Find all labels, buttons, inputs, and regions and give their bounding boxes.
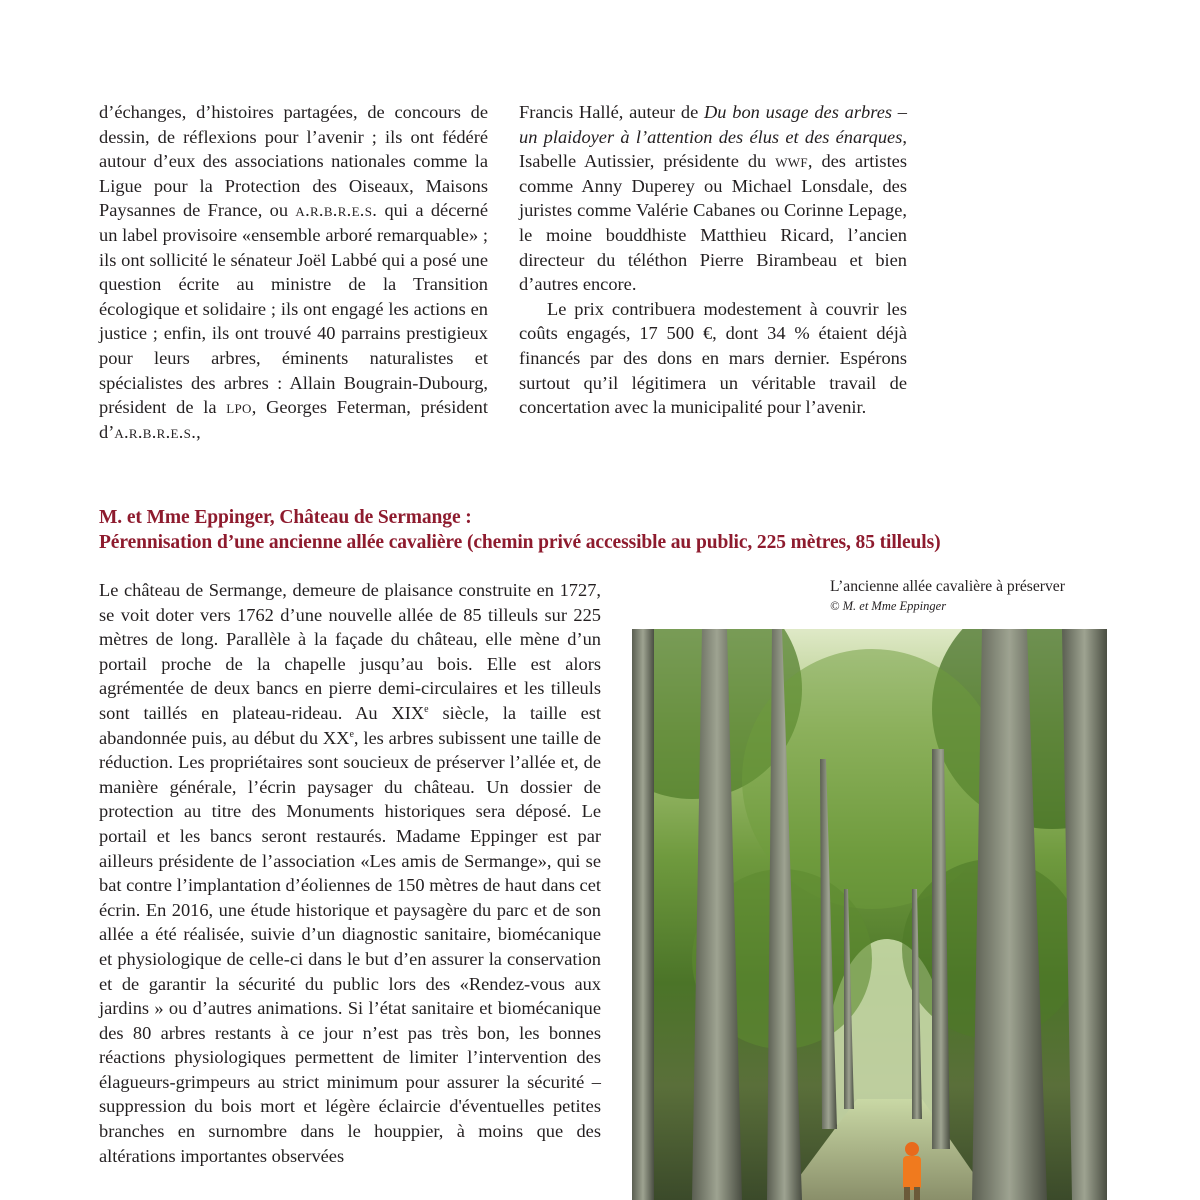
arbres-acronym: a.r.b.r.e.s. bbox=[114, 421, 197, 442]
photo-credit: © M. et Mme Eppinger bbox=[830, 599, 947, 613]
lpo-acronym: lpo bbox=[226, 397, 252, 418]
section-heading-line-1: M. et Mme Eppinger, Château de Sermange : bbox=[99, 507, 472, 528]
alley-photo bbox=[632, 629, 1107, 1200]
right-paragraph-1: Francis Hallé, auteur de Du bon usage des arbres – un plaidoyer à l’attention des élus et des énarques, Isabelle Autissier, présidente du wwf, des artistes comme Anny Duperey ou Michael Lonsdale, des juristes comme Valérie Cabanes ou Corinne Lepage, le moine bouddhiste Matthieu Ricard, l’ancien directeur du téléthon Pierre Birambeau et bien d’autres encore. bbox=[519, 102, 907, 295]
left-column bbox=[99, 100, 488, 444]
caption-text: L’ancienne allée cavalière à préserver bbox=[830, 578, 1065, 595]
arbres-acronym: a.r.b.r.e.s. bbox=[295, 200, 378, 221]
wwf-acronym: wwf bbox=[775, 151, 808, 172]
superscript: e bbox=[424, 703, 429, 715]
section-heading-line-2: Pérennisation d’une ancienne allée cavalière (chemin privé accessible au public, 225 mètres, 85 tilleuls) bbox=[99, 532, 941, 553]
superscript: e bbox=[349, 728, 354, 740]
section-heading bbox=[99, 505, 1109, 555]
tree-alley-illustration bbox=[632, 629, 1107, 1200]
figure-caption bbox=[830, 576, 1130, 614]
section-body bbox=[99, 578, 601, 1168]
right-column bbox=[519, 100, 907, 420]
right-paragraph-2: Le prix contribuera modestement à couvrir les coûts engagés, 17 500 €, dont 34 % étaient déjà financés par des dons en mars dernier. Espérons surtout qu’il légitimera un véritable travail de concertation avec la municipalité pour l’avenir. bbox=[519, 298, 907, 418]
left-paragraph: d’échanges, d’histoires partagées, de concours de dessin, de réflexions pour l’avenir ; ils ont fédéré autour d’eux des associations nationales comme la Ligue pour la Protection des Oiseaux, Maisons Paysannes de France, ou a.r.b.r.e.s. qui a décerné un label provisoire «ensemble arboré remarquable» ; ils ont sollicité le sénateur Joël Labbé qui a posé une question écrite au ministre de la Transition écologique et solidaire ; ils ont engagé les actions en justice ; enfin, ils ont trouvé 40 parrains prestigieux pour leurs arbres, éminents naturalistes et spécialistes des arbres : Allain Bougrain-Dubourg, président de la lpo, Georges Feterman, président d’a.r.b.r.e.s., bbox=[99, 102, 488, 442]
book-title: Du bon usage des arbres – un plaidoyer à l’attention des élus et des énarques bbox=[519, 102, 907, 147]
section-paragraph: Le château de Sermange, demeure de plaisance construite en 1727, se voit doter vers 1762 d’une nouvelle allée de 85 tilleuls sur 225 mètres de long. Parallèle à la façade du château, elle mène d’un portail proche de la chapelle jusqu’au bois. Elle est alors agrémentée de deux bancs en pierre demi-circulaires et les tilleuls sont taillés en plateau-rideau. Au XIXe siècle, la taille est abandonnée puis, au début du XXe, les arbres subissent une taille de réduction. Les propriétaires sont soucieux de préserver l’allée et, de manière générale, l’écrin paysager du château. Un dossier de protection au titre des Monuments historiques sera déposé. Le portail et les bancs seront restaurés. Madame Eppinger est par ailleurs présidente de l’association «Les amis de Sermange», qui se bat contre l’implantation d’éoliennes de 150 mètres de haut dans cet écrin. En 2016, une étude historique et paysagère du parc et de son allée a été réalisée, suivie d’un diagnostic sanitaire, biomécanique et physiologique de celle-ci dans le but d’en assurer la conservation et de garantir la sécurité du public lors des «Rendez-vous aux jardins » ou d’autres animations. Si l’état sanitaire et biomécanique des 80 arbres restants à ce jour n’est pas très bon, les bonnes réactions physiologiques permettent de limiter l’intervention des élagueurs-grimpeurs au strict minimum pour assurer la sécurité – suppression du bois mort et légère éclaircie d'éventuelles petites branches en surnombre dans le houppier, à moins que des altérations importantes observées bbox=[99, 580, 602, 1166]
